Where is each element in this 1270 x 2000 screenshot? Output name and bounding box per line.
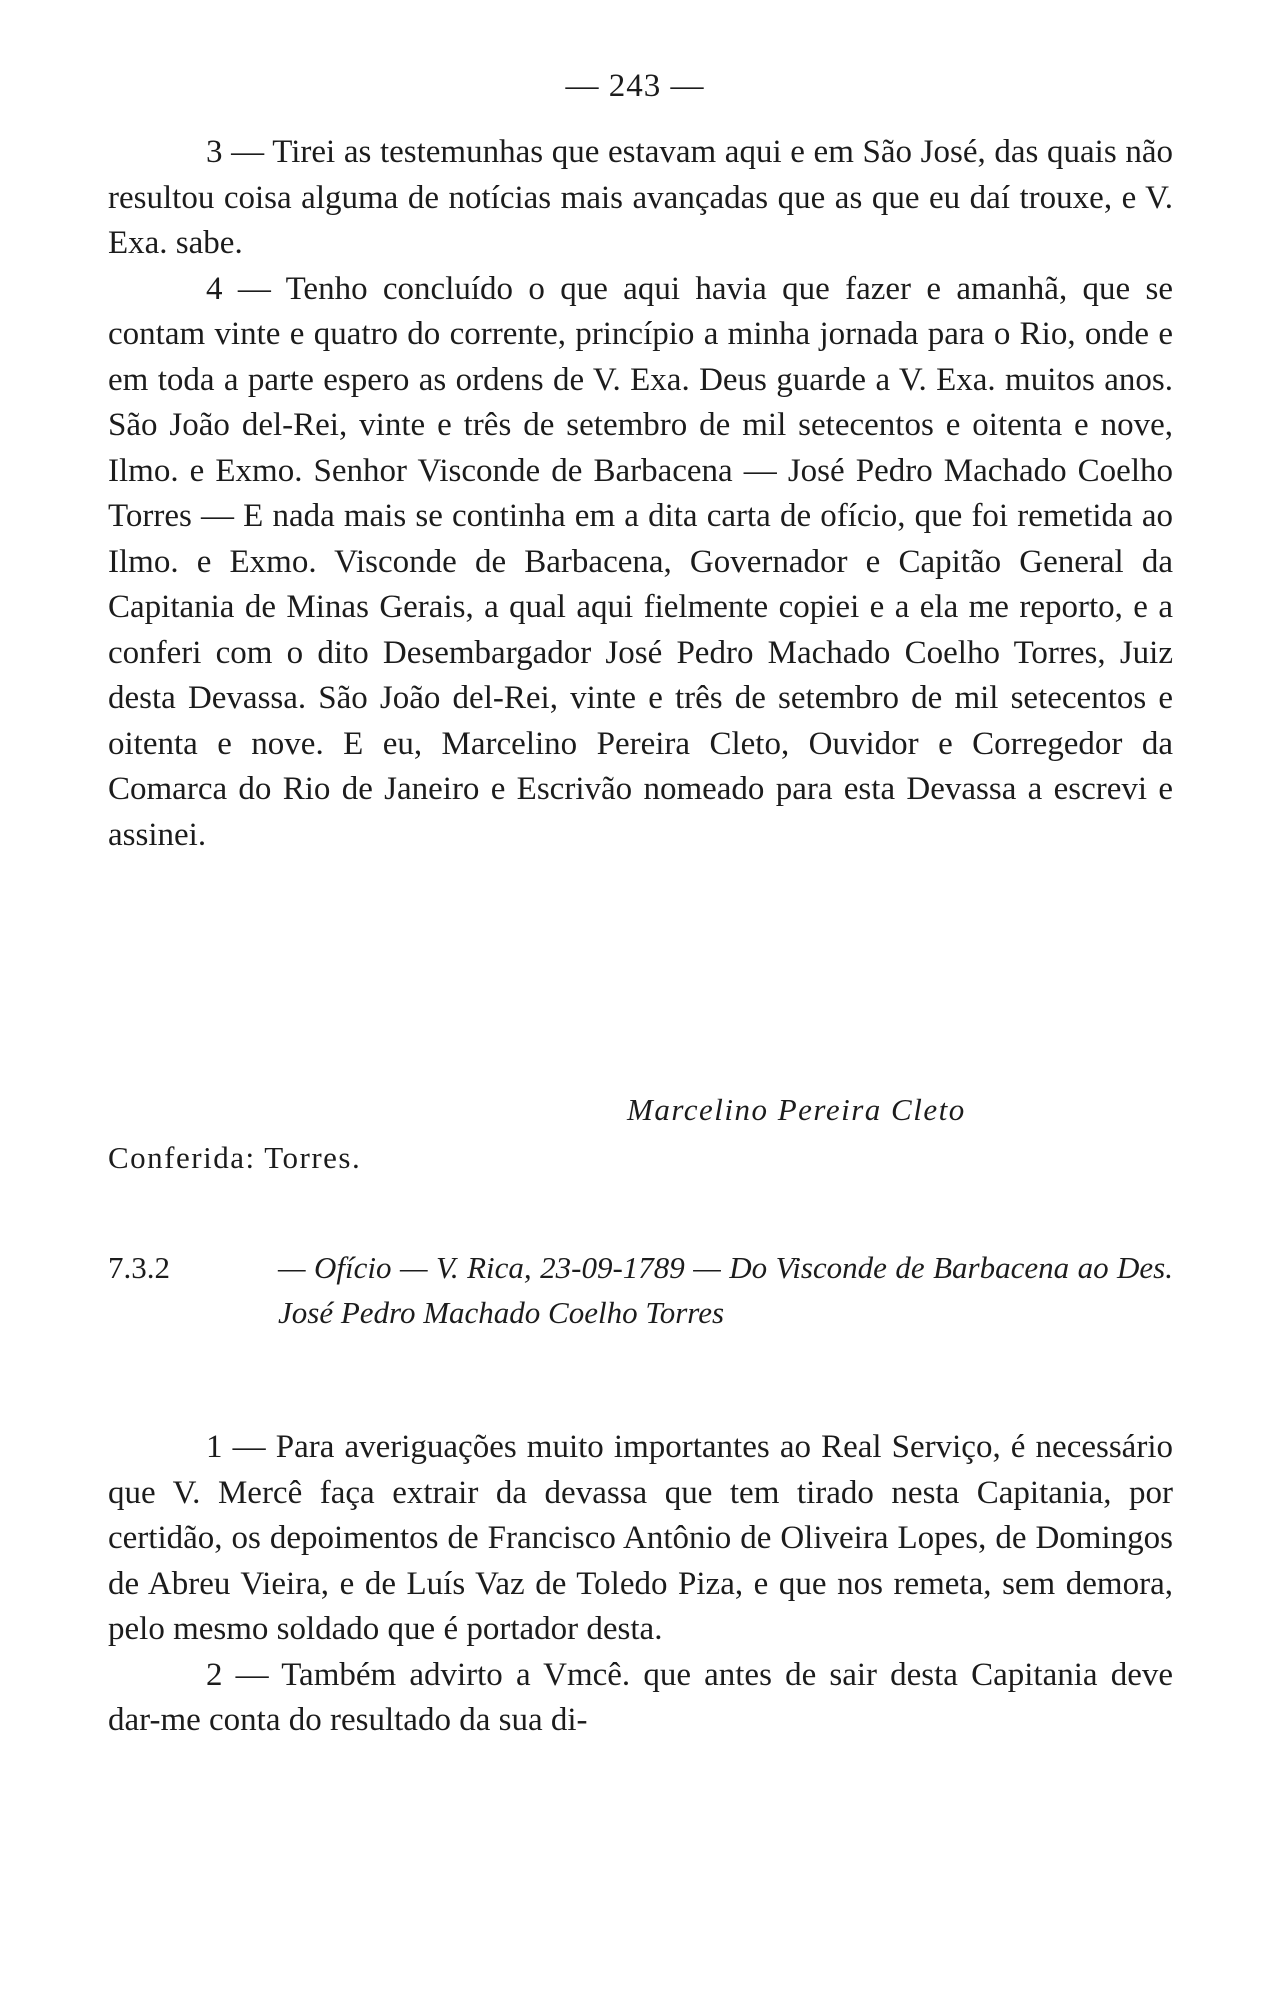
oficio-body — [108, 1425, 1173, 1744]
conferida-note: Conferida: Torres. — [108, 1140, 362, 1175]
letter-body — [108, 130, 1173, 858]
section-heading — [108, 1245, 1173, 1335]
oficio-paragraph-2: 2 — Também advirto a Vmcê. que antes de sair desta Capitania deve dar-me conta do resultado da sua di- — [108, 1656, 1173, 1738]
section-title: — Ofício — V. Rica, 23-09-1789 — Do Visconde de Barbacena ao Des. José Pedro Machado Coelho Torres — [278, 1250, 1173, 1330]
paragraph-4: 4 — Tenho concluído o que aqui havia que fazer e amanhã, que se contam vinte e quatro do corrente, princípio a minha jornada para o Rio, onde e em toda a parte espero as ordens de V. Exa. Deus guarde a V. Exa. muitos anos. São João del-Rei, vinte e três de setembro de mil setecentos e oitenta e nove, Ilmo. e Exmo. Senhor Visconde de Barbacena — José Pedro Machado Coelho Torres — E nada mais se continha em a dita carta de ofício, que foi remetida ao Ilmo. e Exmo. Visconde de Barbacena, Governador e Capitão General da Capitania de Minas Gerais, a qual aqui fielmente copiei e a ela me reporto, e a conferi com o dito Desembargador José Pedro Machado Coelho Torres, Juiz desta Devassa. São João del-Rei, vinte e três de setembro de mil setecentos e oitenta e nove. E eu, Marcelino Pereira Cleto, Ouvidor e Corregedor da Comarca do Rio de Janeiro e Escrivão nomeado para esta Devassa a escrevi e assinei. — [108, 270, 1173, 853]
signature: Marcelino Pereira Cleto — [627, 1092, 966, 1127]
page-number: — 243 — — [565, 68, 705, 104]
paragraph-3: 3 — Tirei as testemunhas que estavam aqui e em São José, das quais não resultou coisa alguma de notícias mais avançadas que as que eu daí trouxe, e V. Exa. sabe. — [108, 134, 1173, 261]
section-number: 7.3.2 — [108, 1250, 170, 1285]
oficio-paragraph-1: 1 — Para averiguações muito importantes ao Real Serviço, é necessário que V. Mercê faça extrair da devassa que tem tirado nesta Capitania, por certidão, os depoimentos de Francisco Antônio de Oliveira Lopes, de Domingos de Abreu Vieira, e de Luís Vaz de Toledo Piza, e que nos remeta, sem demora, pelo mesmo soldado que é portador desta. — [108, 1429, 1173, 1647]
